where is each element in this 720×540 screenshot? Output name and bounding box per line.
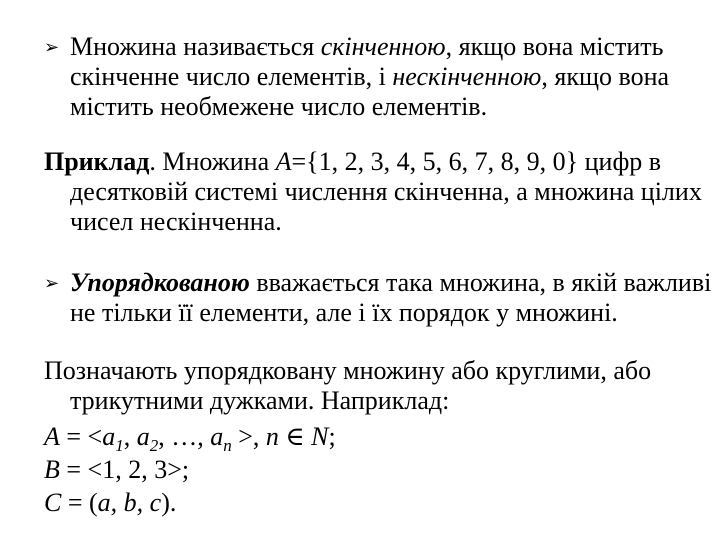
math-subscript: 2 [149,436,159,455]
math-symbol: a [210,422,224,451]
definition-ordered-paragraph [44,268,720,328]
math-text: ; [328,422,336,451]
math-symbol: a, b, c [97,488,162,517]
text-segment: Позначають упорядковану множину або круглими, або трикутними дужками. Наприклад: [44,356,652,415]
term-infinite: нескінченною [392,62,542,91]
text-segment: . Множина [149,147,276,176]
text-segment: , якщо вона містить необмежене число елементів. [70,62,670,121]
term-ordered: Упорядкованою [70,268,250,297]
term-finite: скінченною [320,32,446,61]
text-segment: вважається така множина, в якій важливі не тільки її елементи, але і їх порядок у множині. [70,268,712,327]
math-symbol: A [44,422,60,451]
element-of-symbol: ∈ [278,422,312,451]
arrow-bullet-icon: ➢ [44,37,60,57]
math-text: = <1, 2, 3>; [59,455,190,484]
equation-c [44,488,704,518]
math-symbol: n [265,422,279,451]
arrow-bullet-icon: ➢ [44,273,60,293]
text-segment: ={1, 2, 3, 4, 5, 6, 7, 8, 9, 0} цифр в десятковій системі числення скінченна, а множина цілих чисел нескінченна. [70,147,702,236]
notation-paragraph [44,356,720,416]
example-paragraph [44,147,720,237]
math-text: >, [231,422,266,451]
equation-b [44,455,704,485]
text-segment: , якщо вона містить скінченне число елементів, і [70,32,664,91]
math-subscript: 1 [115,436,124,455]
math-text: = < [59,422,103,451]
math-text: = ( [61,488,98,517]
math-symbol: a [136,422,150,451]
math-symbol: B [44,455,60,484]
math-symbol: a [102,422,116,451]
math-text: , [123,422,137,451]
math-text: ). [161,488,177,517]
math-symbol: C [44,488,62,517]
math-symbol: N [311,422,329,451]
text-segment: Множина називається [70,32,321,61]
math-text: , …, [158,422,211,451]
math-subscript: n [223,436,232,455]
equation-a [44,422,704,455]
example-label: Приклад [44,147,150,176]
definition-finite-paragraph [44,32,720,122]
set-symbol: A [275,147,292,176]
